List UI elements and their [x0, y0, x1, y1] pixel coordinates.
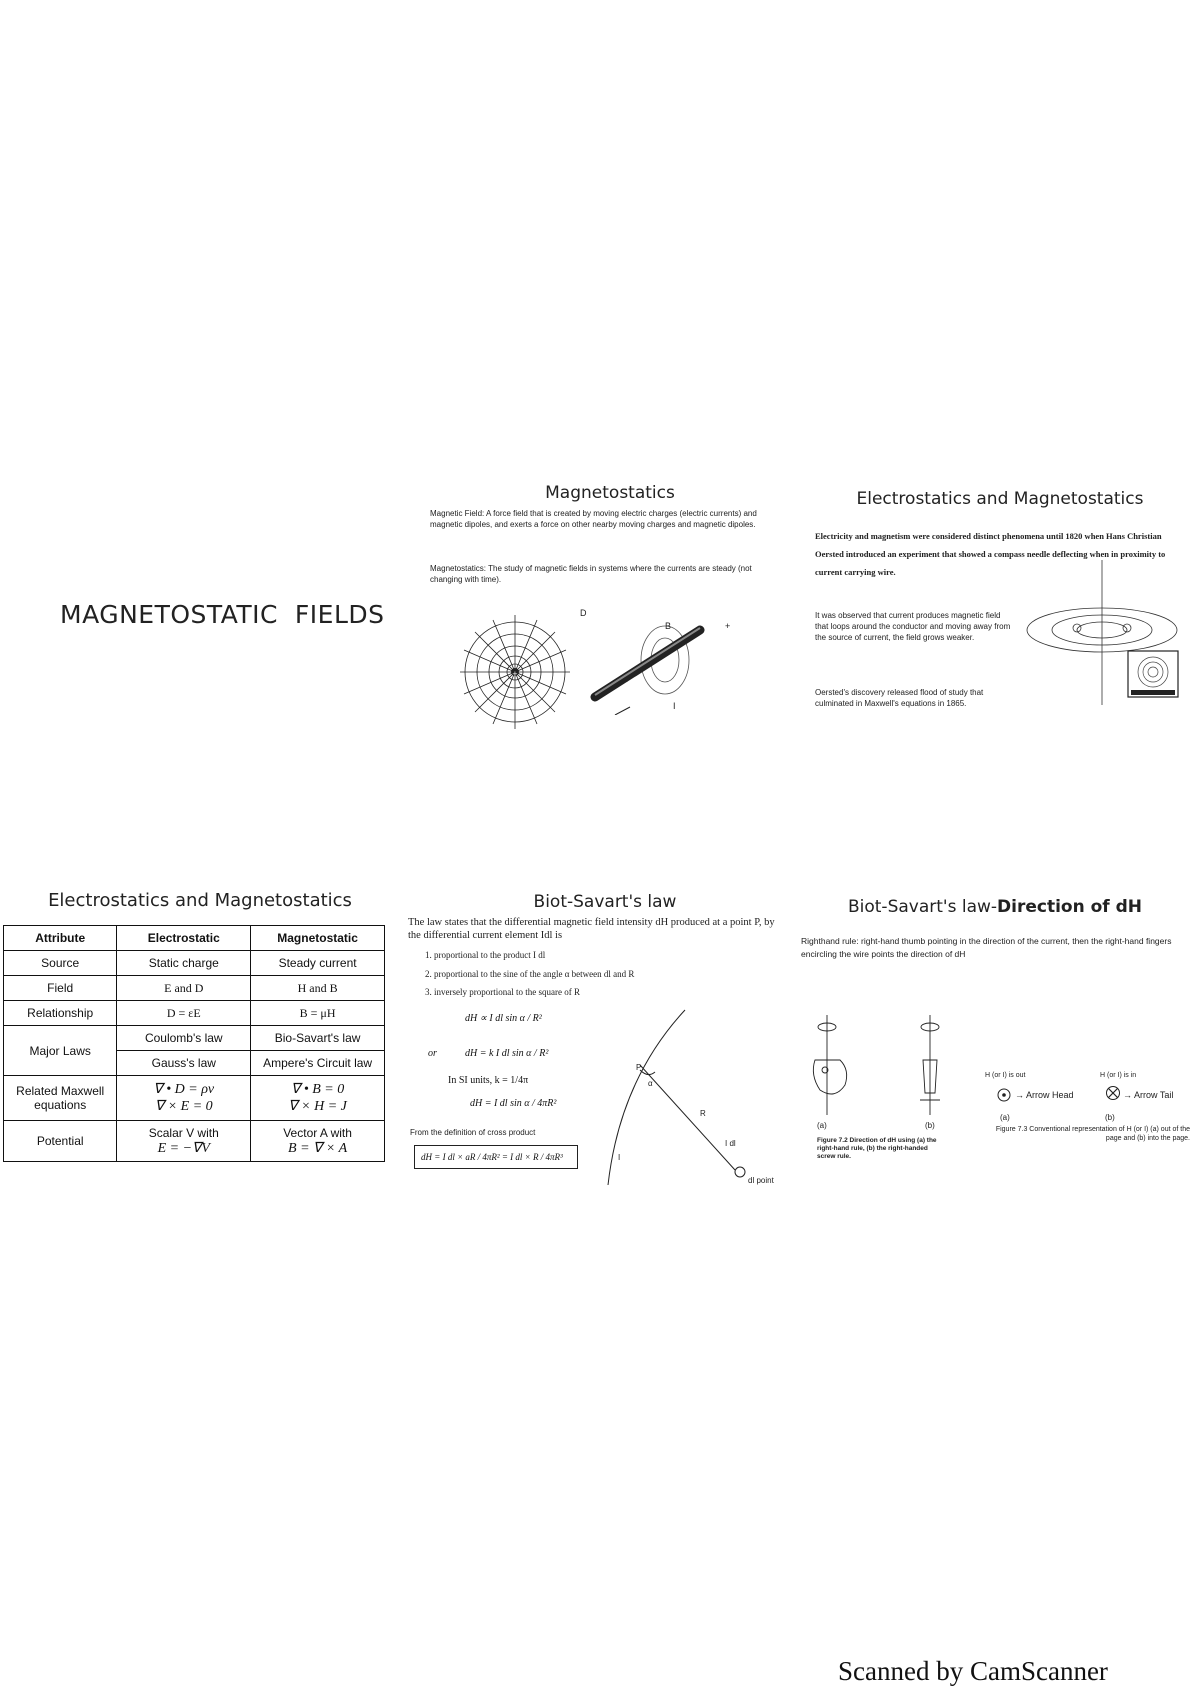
cell-attribute: Major Laws: [4, 1026, 117, 1076]
label-current: I: [618, 1153, 621, 1162]
cell-electrostatic: [117, 1121, 251, 1162]
label-minus: -: [625, 676, 628, 686]
compass-photo: [1127, 650, 1179, 698]
gauss-equation: ∇ • D = ρv: [153, 1082, 215, 1097]
scanner-watermark: Scanned by CamScanner: [838, 1656, 1108, 1686]
table-row: [4, 976, 385, 1001]
cell-magnetostatic: [251, 1076, 385, 1121]
cross-product-note: From the definition of cross product: [410, 1128, 536, 1137]
history-paragraph: Electricity and magnetism were considered distinct phenomena until 1820 when Hans Christian Oersted introduced an experiment that showed a compass needle deflecting when in proximity to current carrying wire.: [815, 531, 1166, 577]
definition-magnetic-field: Magnetic Field: A force field that is created by moving electric charges (electric currents) and magnetic dipoles, and exerts a force on other nearby moving charges and magnetic dipoles.: [430, 509, 757, 529]
slide-title: [0, 450, 400, 770]
scalar-potential-equation: E = −∇V: [157, 1140, 210, 1156]
slide-heading: Magnetostatics: [545, 483, 675, 503]
law-item: 2. proportional to the sine of the angle α between dl and R: [425, 969, 635, 979]
or-label: or: [428, 1048, 437, 1059]
header-magnetostatic: Magnetostatic: [251, 926, 385, 951]
cell-magnetostatic: B = μH: [251, 1001, 385, 1026]
observation-paragraph: It was observed that current produces magnetic field that loops around the conductor and moving away from the source of current, the field grows weaker.: [815, 611, 1011, 642]
vector-potential-equation: B = ∇ × A: [288, 1140, 348, 1156]
electric-field-diagram: [460, 610, 570, 735]
biot-savart-geometry-diagram: [600, 1000, 790, 1190]
slide-heading: Electrostatics and Magnetostatics: [856, 489, 1144, 509]
slide-heading: Biot-Savart's law: [533, 892, 677, 912]
figure-caption-rule: Figure 7.2 Direction of dH using (a) the right-hand rule, (b) the right-handed screw rule.: [817, 1137, 937, 1160]
header-electrostatic: Electrostatic: [117, 926, 251, 951]
oersted-paragraph: Oersted's discovery released flood of study that culminated in Maxwell's equations in 1865.: [815, 688, 984, 708]
slide-direction-dh: [795, 880, 1200, 1190]
comparison-table: [3, 925, 385, 1162]
cell-magnetostatic: [251, 1121, 385, 1162]
heading-part-a: Biot-Savart's law-: [847, 897, 998, 917]
proportionality-formula: dH ∝ I dl sin α / R²: [465, 1013, 542, 1024]
cell-magnetostatic: H and B: [251, 976, 385, 1001]
label-plus: +: [725, 621, 731, 631]
cell-electrostatic: E and D: [117, 976, 251, 1001]
label-current-element: I dl: [725, 1139, 736, 1148]
law-item: 1. proportional to the product I dl: [425, 950, 546, 960]
figure-label-b: (b): [925, 1121, 935, 1130]
table-row: [4, 951, 385, 976]
slide-electro-magneto-history: [805, 475, 1200, 775]
table-row: [4, 1026, 385, 1051]
figure-label-a: (a): [817, 1121, 827, 1130]
cell-magnetostatic: Bio-Savart's law: [251, 1026, 385, 1051]
cell-electrostatic: [117, 1076, 251, 1121]
cell-electrostatic: D = εE: [117, 1001, 251, 1026]
figure-caption-convention: Figure 7.3 Conventional representation of H (or I) (a) out of the page and (b) into the page.: [995, 1126, 1190, 1142]
definition-magnetostatics: Magnetostatics: The study of magnetic fields in systems where the currents are steady (not changing with time).: [430, 564, 752, 584]
charge-sign: +: [512, 670, 518, 678]
label-b-field: B: [665, 621, 672, 631]
table-row: [4, 1076, 385, 1121]
out-of-page-label: H (or I) is out: [985, 1072, 1026, 1079]
div-b-equation: ∇ • B = 0: [290, 1082, 345, 1097]
cell-magnetostatic: Ampere's Circuit law: [251, 1051, 385, 1076]
cell-electrostatic: Coulomb's law: [117, 1026, 251, 1051]
slide-title-heading: MAGNETOSTATIC FIELDS: [60, 600, 385, 629]
cell-electrostatic: Gauss's law: [117, 1051, 251, 1076]
si-units-note: In SI units, k = 1/4π: [448, 1075, 529, 1086]
arrow-tail-label: → Arrow Tail: [1123, 1090, 1174, 1100]
cell-attribute: Potential: [4, 1121, 117, 1162]
current-rod-diagram: [590, 615, 710, 715]
comparison-table-title: Electrostatics and Magnetostatics: [48, 890, 352, 911]
figure-label-a: (a): [1000, 1113, 1010, 1122]
label-source-point: dl point: [748, 1176, 774, 1185]
law-item: 3. inversely proportional to the square of R: [425, 987, 580, 997]
cell-attribute: Related Maxwell equations: [4, 1076, 117, 1121]
heading-part-b: Direction of dH: [997, 897, 1143, 917]
law-statement: The law states that the differential magnetic field intensity dH produced at a point P, by the differential current element Idl is: [408, 917, 775, 941]
vector-potential-label: Vector A with: [283, 1125, 352, 1140]
header-attribute: Attribute: [4, 926, 117, 951]
cell-magnetostatic: Steady current: [251, 951, 385, 976]
right-hand-rule-text: Righthand rule: right-hand thumb pointing in the direction of the current, then the right-hand fingers encircling the wire points the direction of dH: [801, 936, 1172, 959]
curl-e-equation: ∇ × E = 0: [154, 1099, 213, 1114]
figure-label-b: (b): [1105, 1113, 1115, 1122]
cell-attribute: Field: [4, 976, 117, 1001]
slide-magnetostatics: [420, 475, 800, 775]
si-formula: dH = I dl sin α / 4πR²: [470, 1098, 557, 1109]
arrow-head-label: → Arrow Head: [1015, 1090, 1074, 1100]
cross-in-icon: [1105, 1085, 1121, 1101]
right-hand-rule-diagram: [805, 1015, 955, 1125]
curl-h-equation: ∇ × H = J: [288, 1099, 347, 1114]
cell-electrostatic: Static charge: [117, 951, 251, 976]
label-alpha: α: [648, 1079, 653, 1088]
slide-heading: [795, 897, 1195, 917]
slide-biot-savart: [400, 880, 790, 1190]
constant-formula: dH = k I dl sin α / R²: [465, 1048, 549, 1059]
dot-out-icon: [997, 1088, 1011, 1102]
label-point-p: P: [636, 1063, 642, 1072]
label-current-i: I: [673, 701, 676, 711]
table-header-row: [4, 926, 385, 951]
vector-formula-box: dH = I dl × aR / 4πR² = I dl × R / 4πR³: [414, 1145, 578, 1169]
table-row: [4, 1121, 385, 1162]
label-d-field: D: [580, 608, 587, 618]
cell-attribute: Source: [4, 951, 117, 976]
into-page-label: H (or I) is in: [1100, 1072, 1137, 1079]
scalar-potential-label: Scalar V with: [148, 1125, 219, 1140]
label-r: R: [700, 1109, 706, 1118]
cell-attribute: Relationship: [4, 1001, 117, 1026]
table-row: [4, 1001, 385, 1026]
